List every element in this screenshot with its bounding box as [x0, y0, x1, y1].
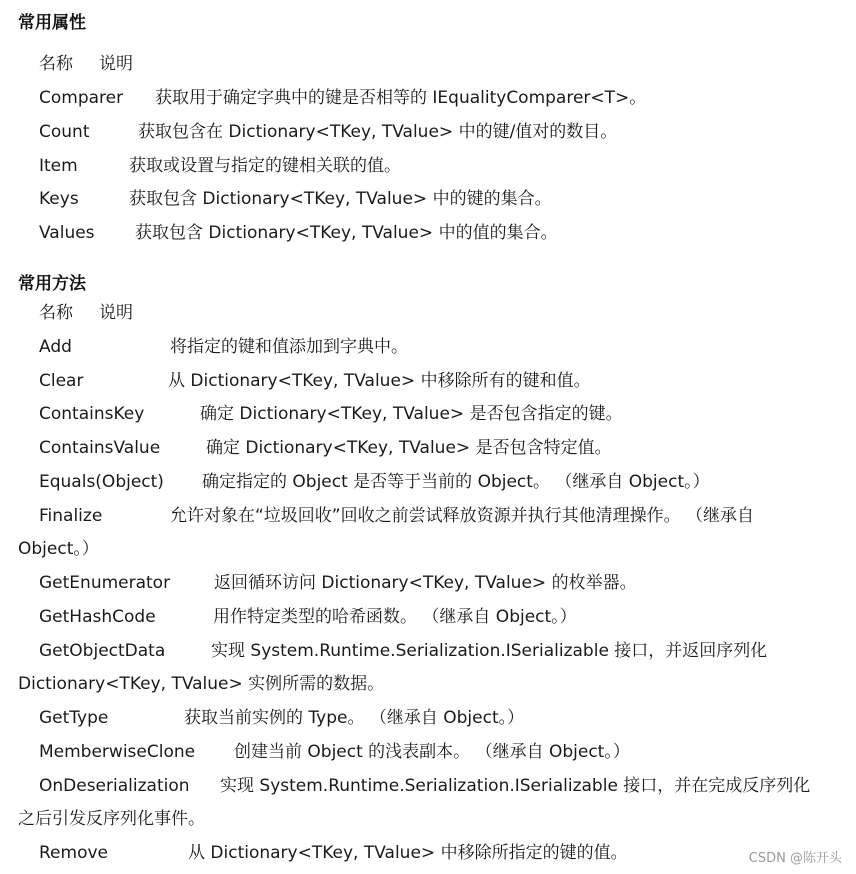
- method-desc: 确定 Dictionary<TKey, TValue> 是否包含指定的键。: [200, 404, 623, 424]
- property-name: Keys: [39, 189, 79, 209]
- method-desc: 从 Dictionary<TKey, TValue> 中移除所指定的键的值。: [188, 843, 628, 863]
- method-name: Equals(Object): [39, 472, 164, 492]
- method-name: Clear: [39, 371, 84, 391]
- property-name: Item: [39, 156, 78, 176]
- method-desc: 返回循环访问 Dictionary<TKey, TValue> 的枚举器。: [214, 573, 637, 593]
- method-desc: 获取当前实例的 Type。 （继承自 Object。）: [184, 708, 525, 728]
- method-name: Finalize: [39, 506, 103, 526]
- property-desc: 获取包含 Dictionary<TKey, TValue> 中的键的集合。: [129, 189, 552, 209]
- method-name: GetHashCode: [39, 607, 156, 627]
- method-desc: 确定 Dictionary<TKey, TValue> 是否包含特定值。: [206, 438, 612, 458]
- header-desc: 说明: [99, 54, 133, 74]
- method-desc-continuation: 之后引发反序列化事件。: [18, 809, 205, 829]
- header-name: 名称: [39, 303, 73, 323]
- properties-heading: 常用属性: [18, 13, 86, 33]
- method-name: GetType: [39, 708, 109, 728]
- property-desc: 获取用于确定字典中的键是否相等的 IEqualityComparer<T>。: [155, 88, 647, 108]
- method-desc: 用作特定类型的哈希函数。 （继承自 Object。）: [213, 607, 577, 627]
- method-name: MemberwiseClone: [39, 742, 196, 762]
- method-desc: 实现 System.Runtime.Serialization.ISerializable 接口，并在完成反序列化: [220, 776, 811, 796]
- method-name: OnDeserialization: [39, 776, 190, 796]
- property-desc: 获取包含在 Dictionary<TKey, TValue> 中的键/值对的数目。: [138, 122, 618, 142]
- method-name: GetEnumerator: [39, 573, 171, 593]
- property-desc: 获取包含 Dictionary<TKey, TValue> 中的值的集合。: [135, 223, 558, 243]
- method-name: ContainsValue: [39, 438, 161, 458]
- method-name: ContainsKey: [39, 404, 145, 424]
- method-desc-continuation: Dictionary<TKey, TValue> 实例所需的数据。: [18, 674, 385, 694]
- method-desc: 实现 System.Runtime.Serialization.ISerializable 接口，并返回序列化: [211, 641, 768, 661]
- header-desc: 说明: [99, 303, 133, 323]
- property-name: Comparer: [39, 88, 124, 108]
- method-desc-continuation: Object。）: [18, 539, 99, 559]
- method-name: Add: [39, 337, 72, 357]
- method-name: GetObjectData: [39, 641, 166, 661]
- methods-heading: 常用方法: [18, 274, 86, 294]
- method-desc: 创建当前 Object 的浅表副本。 （继承自 Object。）: [234, 742, 630, 762]
- watermark: CSDN @陈开头: [748, 851, 842, 866]
- property-name: Values: [39, 223, 95, 243]
- method-desc: 确定指定的 Object 是否等于当前的 Object。 （继承自 Object。）: [202, 472, 710, 492]
- method-desc: 从 Dictionary<TKey, TValue> 中移除所有的键和值。: [168, 371, 591, 391]
- method-desc: 允许对象在“垃圾回收”回收之前尝试释放资源并执行其他清理操作。 （继承自: [170, 506, 755, 526]
- property-desc: 获取或设置与指定的键相关联的值。: [129, 156, 401, 176]
- header-name: 名称: [39, 54, 73, 74]
- property-name: Count: [39, 122, 90, 142]
- method-desc: 将指定的键和值添加到字典中。: [170, 337, 408, 357]
- method-name: Remove: [39, 843, 108, 863]
